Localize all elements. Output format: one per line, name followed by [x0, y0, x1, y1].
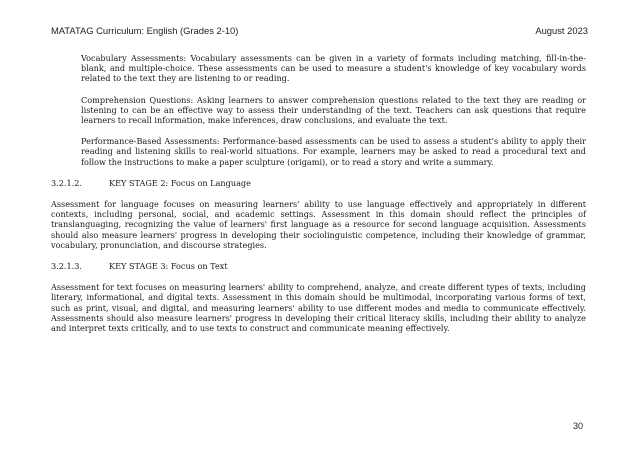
section-title: KEY STAGE 2: Focus on Language — [109, 177, 251, 188]
page-number: 30 — [572, 421, 583, 431]
performance-based-assessments-paragraph: Performance-Based Assessments: Performance-based assessments can be used to assess a student's ability to apply their reading and listening skills to real-world situations. For example, learners may be asked to read a procedural text and follow the instructions to make a paper sculpture (origami), or to read a story and write a summary. — [81, 136, 586, 167]
vocabulary-assessments-paragraph: Vocabulary Assessments: Vocabulary assessments can be given in a variety of formats including matching, fill-in-the-blank, and multiple-choice. These assessments can be used to measure a student's knowledge of key vocabulary words related to the text they are listening to or reading. — [81, 53, 586, 84]
section-heading-key-stage-3 — [51, 261, 586, 271]
page-content — [51, 53, 586, 333]
section-number: 3.2.1.3. — [51, 261, 83, 272]
key-stage-2-body: Assessment for language focuses on measuring learners' ability to use language effectively and appropriately in different contexts, including personal, social, and academic settings. Assessment in this domain should reflect the principles of translanguaging, recognizing the value of learners' first language as a resource for second language acquisition. Assessments should also measure learners' progress in developing their sociolinguistic competence, including their knowledge of grammar, vocabulary, pronunciation, and discourse strategies. — [51, 199, 586, 250]
comprehension-questions-paragraph: Comprehension Questions: Asking learners to answer comprehension questions related to the text they are reading or listening to can be an effective way to assess their understanding of the text. Teachers can ask questions that require learners to recall information, make inferences, draw conclusions, and evaluate the text. — [81, 94, 586, 126]
section-heading-key-stage-2 — [51, 178, 586, 188]
section-number: 3.2.1.2. — [51, 177, 83, 188]
key-stage-3-body: Assessment for text focuses on measuring learners' ability to comprehend, analyze, and create different types of texts, including literary, informational, and digital texts. Assessment in this domain should be multimodal, incorporating various forms of text, such as print, visual, and digital, and measuring learners' ability to use different modes and media to communicate effectively. Assessments should also measure learners' progress in developing their critical literacy skills, including their ability to analyze and interpret texts critically, and to use texts to construct and communicate meaning effectively. — [51, 282, 586, 334]
page-header — [51, 25, 588, 39]
section-title: KEY STAGE 3: Focus on Text — [109, 261, 228, 272]
header-date: August 2023 — [535, 25, 588, 36]
header-curriculum-title: MATATAG Curriculum: English (Grades 2-10) — [51, 25, 239, 36]
